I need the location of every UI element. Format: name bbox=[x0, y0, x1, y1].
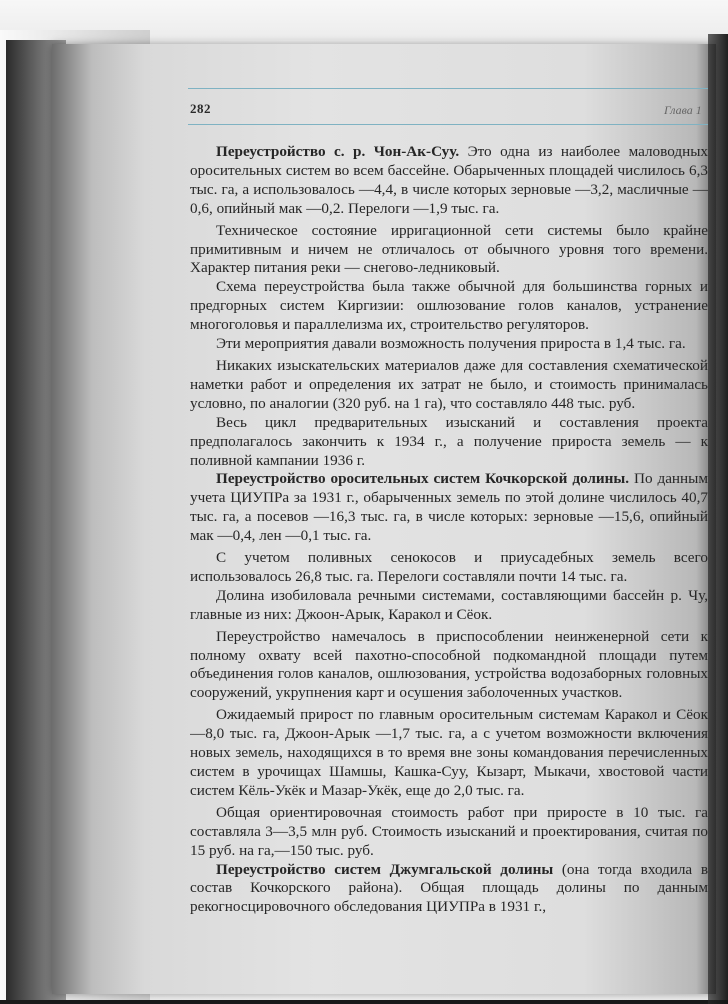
paragraph-heading: Переустройство с. р. Чон-Ак-Суу. bbox=[216, 143, 460, 160]
paragraph bbox=[190, 357, 708, 414]
paragraph-chon-ak-suu bbox=[190, 143, 708, 219]
paragraph-text: Общая ориентировочная стоимость работ при приросте в 10 тыс. га составляла 3—3,5 млн руб. Стоимость изысканий и проектирования, считая по 15 руб. на га,—150 тыс. руб. bbox=[190, 803, 708, 859]
paragraph-text: (она тогда входила в состав Кочкорского района). Общая площадь долины по данным рекогносцировочного обследования ЦИУПРа в 1931 г., bbox=[190, 860, 708, 916]
paragraph bbox=[190, 278, 708, 335]
paragraph bbox=[190, 549, 708, 587]
paragraph bbox=[190, 804, 708, 861]
header-rule-top bbox=[188, 88, 708, 89]
paragraph-text: Это одна из наиболее маловодных оросительных систем во всем бассейне. Обарыченных площадей числилось 6,3 тыс. га, а использовалось —4,4, в числе которых зерновые —3,2, масличные —0,6, опийный мак —0,2. Перелоги —1,9 тыс. га. bbox=[190, 143, 708, 217]
paragraph-text: Никаких изыскательских материалов даже для составления схематической наметки работ и определения их затрат не было, и стоимость принималась условно, по аналогии (320 руб. на 1 га), что составляло 448 тыс. руб. bbox=[190, 356, 708, 412]
paragraph bbox=[190, 706, 708, 801]
paragraph bbox=[190, 414, 708, 471]
paragraph-text: Долина изобиловала речными системами, составляющими бассейн р. Чу, главные из них: Джоон-Арык, Каракол и Сёок. bbox=[190, 586, 708, 623]
paragraph-text: Эти мероприятия давали возможность получения прироста в 1,4 тыс. га. bbox=[216, 335, 686, 353]
paragraph-text: По данным учета ЦИУПРа за 1931 г., обарыченных земель по этой долине числилось 40,7 тыс. га, а посевов —16,3 тыс. га, в числе которых: зерновые —15,6, опийный мак —0,4, лен —0,1 тыс. га. bbox=[190, 470, 708, 545]
paragraph-text: Техническое состояние ирригационной сети системы было крайне примитивным и ничем не отличалось от обычного уровня того времени. Характер питания реки — снегово-ледниковый. bbox=[190, 221, 708, 277]
paragraph-heading: Переустройство оросительных систем Кочкорской долины. bbox=[216, 470, 630, 488]
paragraph-text: Ожидаемый прирост по главным оросительным системам Каракол и Сёок —8,0 тыс. га, Джоон-Арык —1,7 тыс. га, а с учетом возможности включения новых земель, находящихся в то время вне зоны командования перечисленных систем в урочищах Шамшы, Кашка-Суу, Кызарт, Мыкачи, хвостовой части систем Кёль-Укёк и Мазар-Укёк, еще до 2,0 тыс. га. bbox=[190, 706, 708, 799]
paragraph bbox=[190, 335, 708, 354]
page-number: 282 bbox=[190, 101, 211, 116]
paragraph-text: Схема переустройства была также обычной для большинства горных и предгорных систем Киргизии: ошлюзование голов каналов, устранение многоголовья и параллелизма их, строительство регуляторов. bbox=[190, 278, 708, 334]
paragraph-heading: Переустройство систем Джумгальской долины bbox=[216, 860, 554, 878]
paragraph-text: Переустройство намечалось в приспособлении неинженерной сети к полному охвату всей пахотно-способной подкомандной площади путем объединения голов каналов, ошлюзования, устройства водозаборных головных сооружений, укрупнения карт и осушения заболоченных участков. bbox=[190, 627, 708, 702]
running-head: Глава 1 bbox=[664, 103, 702, 117]
paragraph bbox=[190, 222, 708, 279]
paragraph bbox=[190, 628, 708, 704]
header-rule-bottom bbox=[188, 124, 708, 125]
paragraph-text: Весь цикл предварительных изысканий и составления проекта предполагалось закончить к 1934 г., а получение прироста земель — к поливной кампании 1936 г. bbox=[190, 413, 708, 469]
paragraph-dzhumgal-valley bbox=[190, 861, 708, 918]
paragraph bbox=[190, 587, 708, 625]
paragraph-kochkor-valley bbox=[190, 470, 708, 546]
body-text bbox=[190, 143, 708, 938]
paragraph-text: С учетом поливных сенокосов и приусадебных земель всего использовалось 26,8 тыс. га. Перелоги составляли почти 14 тыс. га. bbox=[190, 549, 708, 585]
